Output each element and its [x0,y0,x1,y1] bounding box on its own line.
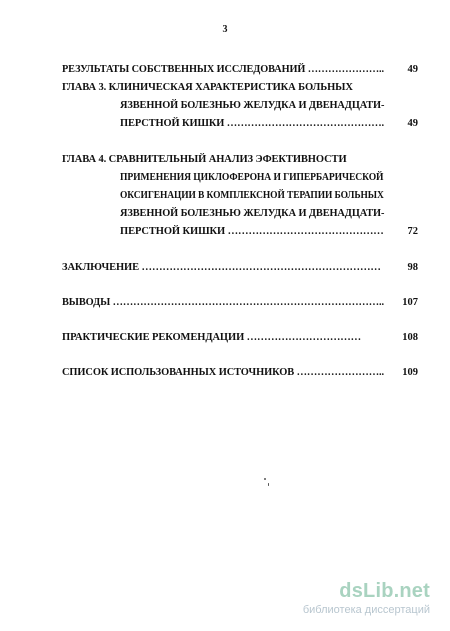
toc-entry-line: ЗАКЛЮЧЕНИЕ …………………………………………………………… [62,262,381,273]
toc-entry-line: ПРИМЕНЕНИЯ ЦИКЛОФЕРОНА И ГИПЕРБАРИЧЕСКОЙ [120,172,384,183]
toc-entry-line: СПИСОК ИСПОЛЬЗОВАННЫХ ИСТОЧНИКОВ …………………….. [62,367,385,378]
watermark [260,580,430,624]
toc-entry-page: 109 [402,367,418,378]
toc-entry-page: 108 [402,332,418,343]
toc-entry-page: 49 [407,118,418,129]
page-number: 3 [222,24,228,35]
scan-speck [268,483,269,486]
toc-entry-line: ЯЗВЕННОЙ БОЛЕЗНЬЮ ЖЕЛУДКА И ДВЕНАДЦАТИ- [120,208,385,219]
watermark-logo: dsLib.net [339,580,430,602]
toc-entry-page: 98 [407,262,418,273]
toc-entry-line: РЕЗУЛЬТАТЫ СОБСТВЕННЫХ ИССЛЕДОВАНИЙ ………………….. [62,64,384,75]
toc-entry-line: ВЫВОДЫ …………………………………………………………………….. [62,297,384,308]
toc-entry-line: ПЕРСТНОЙ КИШКИ ………………………………………. [120,118,385,129]
toc-entry-page: 49 [407,64,418,75]
toc-entry-line: ГЛАВА 3. КЛИНИЧЕСКАЯ ХАРАКТЕРИСТИКА БОЛЬНЫХ [62,82,353,93]
toc-entry-line: ПЕРСТНОЙ КИШКИ ……………………………………… [120,226,384,237]
toc-entry-line: ОКСИГЕНАЦИИ В КОМПЛЕКСНОЙ ТЕРАПИИ БОЛЬНЫХ [120,190,384,201]
toc-entry-page: 72 [407,226,418,237]
toc-entry-page: 107 [402,297,418,308]
watermark-subtitle: библиотека диссертаций [302,604,430,616]
toc-entry-line: ГЛАВА 4. СРАВНИТЕЛЬНЫЙ АНАЛИЗ ЭФЕКТИВНОСТИ [62,154,347,165]
toc-entry-line: ЯЗВЕННОЙ БОЛЕЗНЬЮ ЖЕЛУДКА И ДВЕНАДЦАТИ- [120,100,385,111]
scan-speck [264,478,266,480]
toc-entry-line: ПРАКТИЧЕСКИЕ РЕКОМЕНДАЦИИ …………………………… [62,332,362,343]
